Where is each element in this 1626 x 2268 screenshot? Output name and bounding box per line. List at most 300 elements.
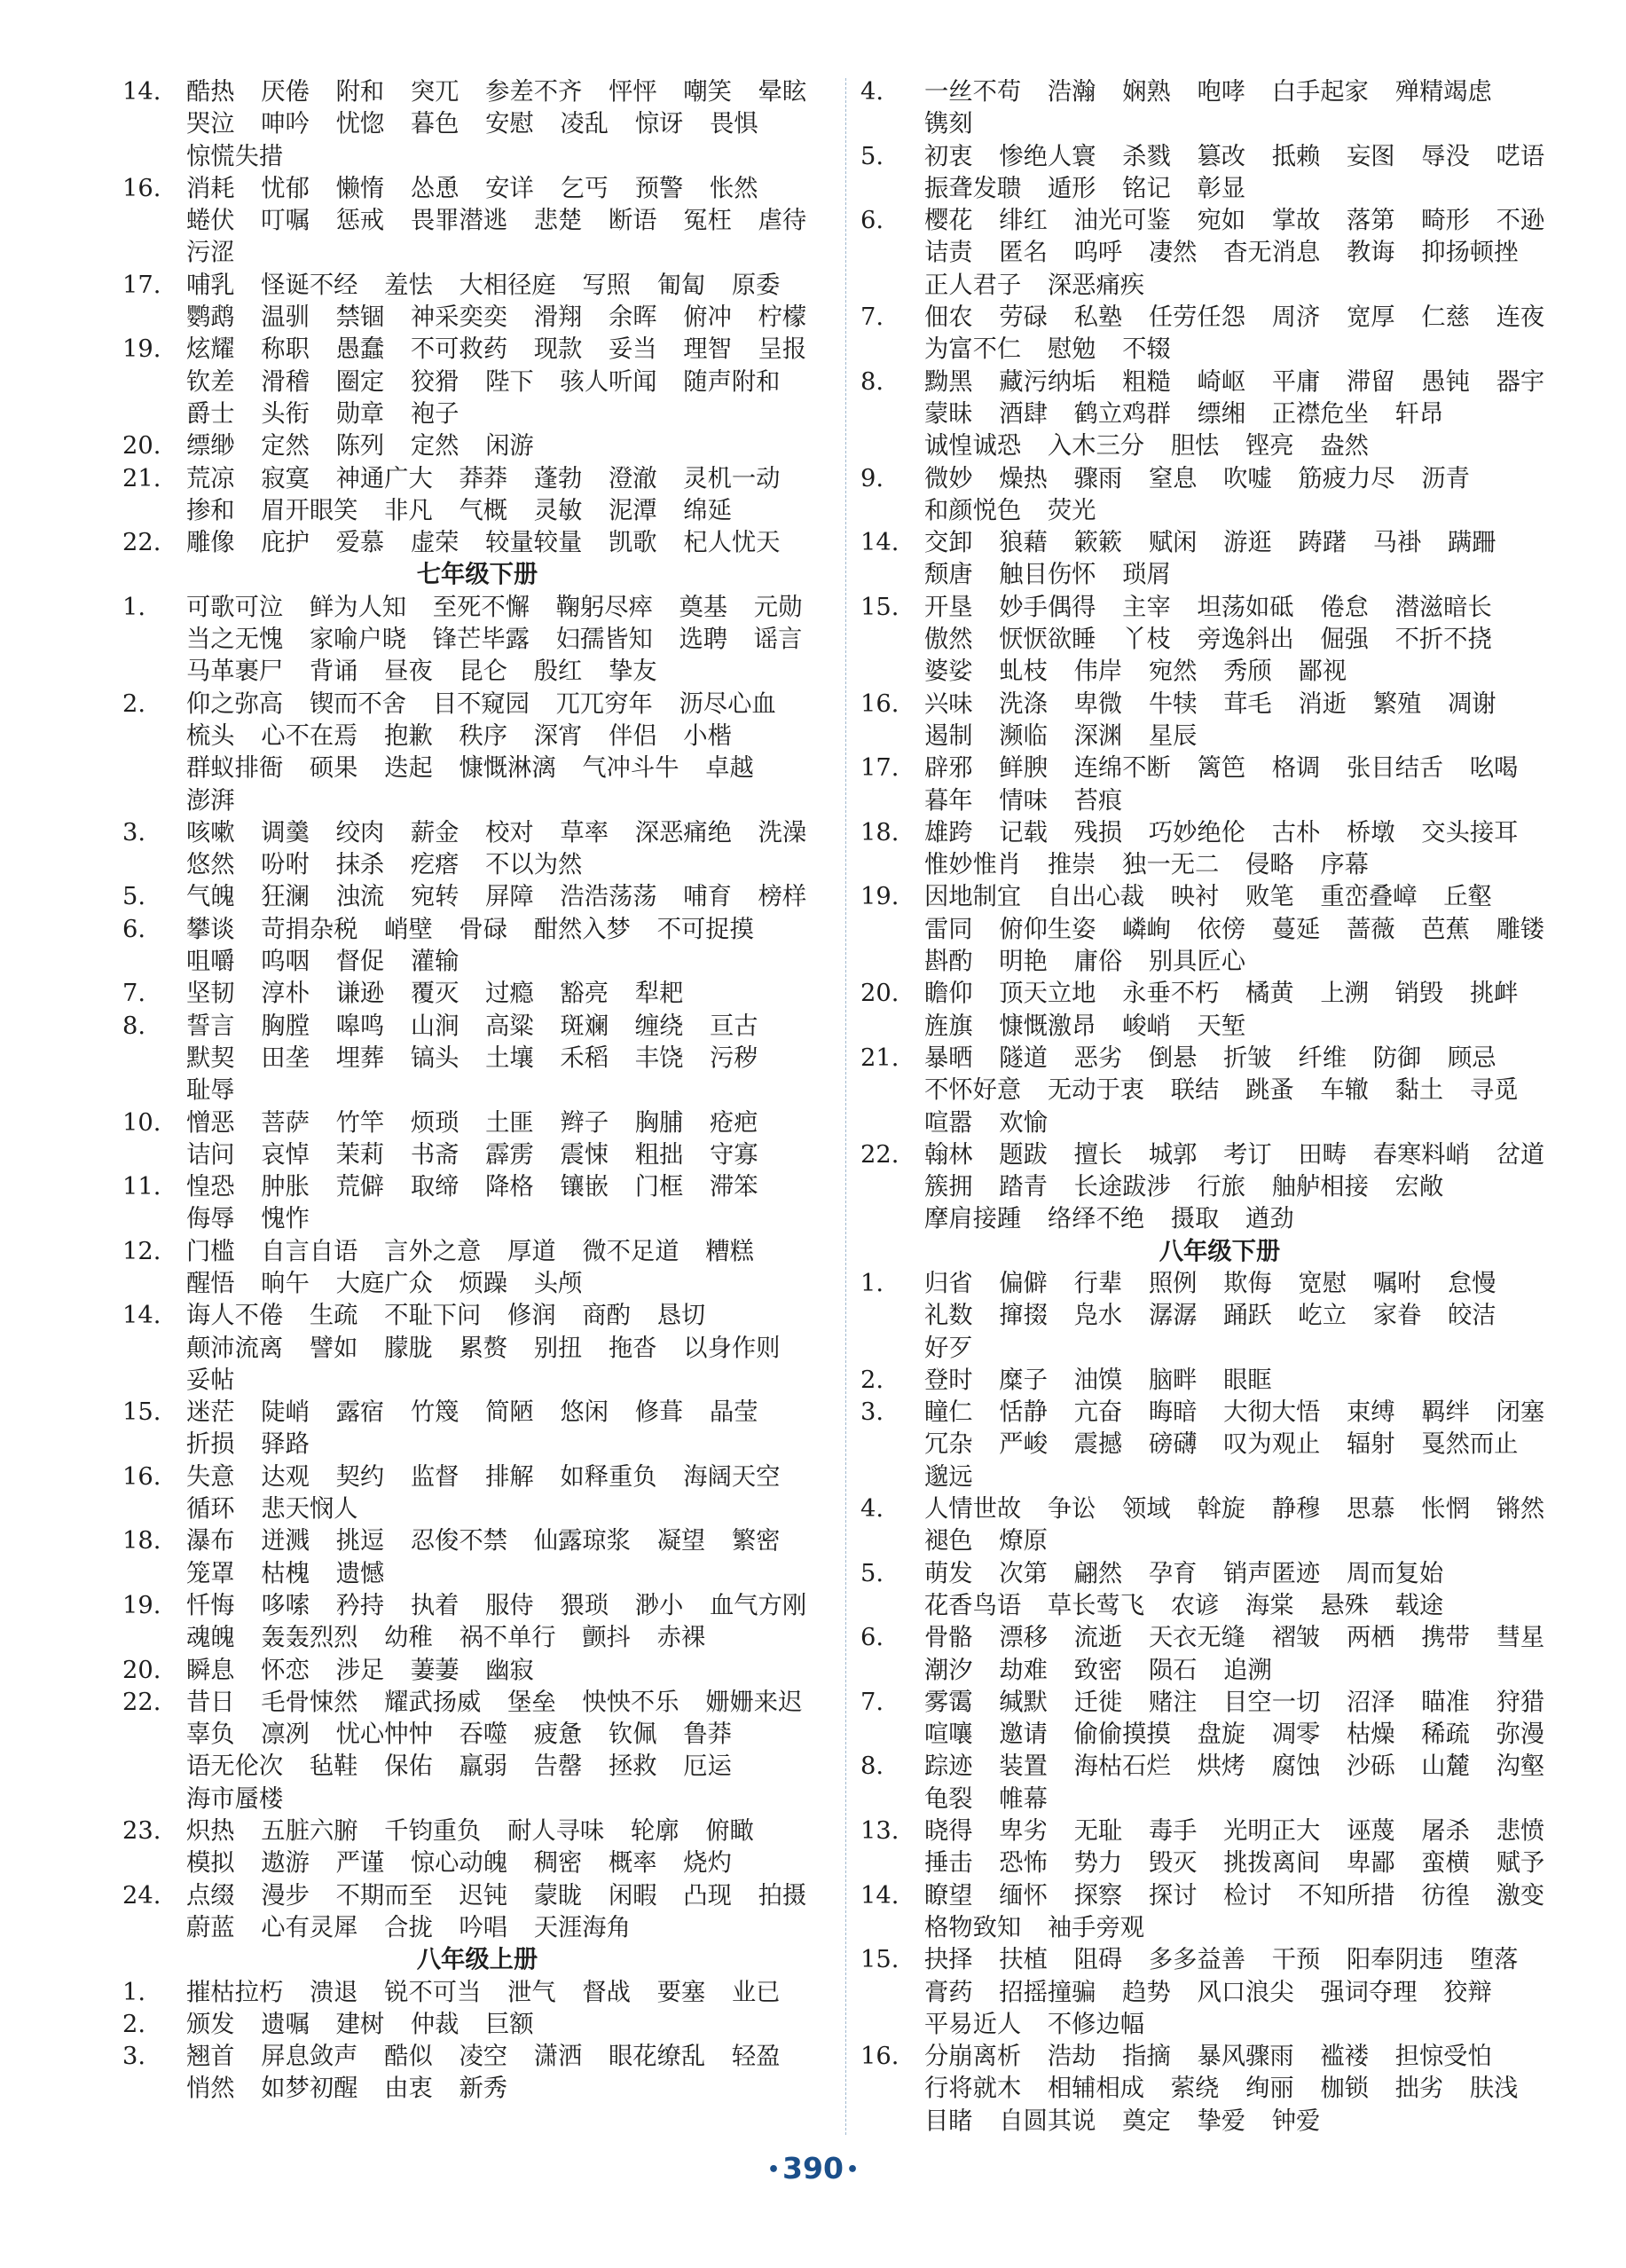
lesson-entry bbox=[122, 1011, 832, 1107]
vocab-word: 人情世故 bbox=[924, 1495, 1022, 1524]
vocab-word: 诲人不倦 bbox=[186, 1302, 284, 1330]
vocab-word: 浩浩荡荡 bbox=[560, 883, 657, 911]
vocab-word: 默契 bbox=[186, 1043, 235, 1072]
vocab-word: 羞怯 bbox=[384, 271, 433, 299]
vocab-word: 柠檬 bbox=[758, 303, 807, 332]
vocab-word: 膏药 bbox=[924, 1978, 973, 2006]
lesson-number: 22. bbox=[122, 1688, 161, 1716]
vocab-word: 叹为观止 bbox=[1223, 1430, 1321, 1459]
vocab-word: 顾忌 bbox=[1447, 1043, 1496, 1072]
vocab-word: 恹恹欲睡 bbox=[999, 626, 1096, 654]
vocab-word: 遏制 bbox=[924, 721, 973, 750]
vocab-word: 振聋发聩 bbox=[924, 174, 1022, 202]
vocab-word: 纤维 bbox=[1298, 1043, 1347, 1072]
vocab-word: 惊讶 bbox=[634, 110, 684, 138]
vocab-word: 和颜悦色 bbox=[924, 496, 1022, 524]
vocab-word: 蔷薇 bbox=[1347, 915, 1395, 943]
vocab-word: 磅礴 bbox=[1148, 1430, 1198, 1459]
vocab-word: 次第 bbox=[999, 1559, 1048, 1587]
vocab-word: 污涩 bbox=[186, 239, 235, 267]
vocab-word: 圈定 bbox=[335, 367, 385, 396]
vocab-word: 执着 bbox=[410, 1591, 460, 1619]
vocab-word: 榜样 bbox=[758, 883, 807, 911]
vocab-word: 舳舻相接 bbox=[1271, 1173, 1369, 1201]
vocab-word: 欢愉 bbox=[999, 1108, 1048, 1137]
vocab-word: 锲而不舍 bbox=[309, 689, 407, 718]
vocab-word: 腐蚀 bbox=[1271, 1752, 1321, 1781]
vocab-word: 行辈 bbox=[1073, 1269, 1123, 1297]
vocab-word: 触目伤怀 bbox=[999, 561, 1096, 589]
vocab-word: 附和 bbox=[335, 78, 385, 106]
vocab-word: 流逝 bbox=[1073, 1624, 1123, 1652]
vocab-word: 由衷 bbox=[384, 2075, 433, 2103]
vocab-word: 阻碍 bbox=[1073, 1946, 1123, 1974]
vocab-word: 羁绊 bbox=[1421, 1398, 1470, 1427]
vocab-word: 定然 bbox=[261, 432, 310, 461]
lesson-number: 19. bbox=[860, 883, 899, 911]
vocab-word: 侮辱 bbox=[186, 1205, 235, 1233]
vocab-word: 凋零 bbox=[1271, 1721, 1321, 1749]
vocab-word: 赋闲 bbox=[1148, 529, 1198, 557]
vocab-word: 怂恿 bbox=[410, 174, 460, 202]
vocab-word: 钦佩 bbox=[609, 1721, 657, 1749]
vocab-word: 炫耀 bbox=[186, 335, 235, 364]
vocab-word: 胸脯 bbox=[634, 1108, 684, 1137]
vocab-word: 譬如 bbox=[309, 1334, 358, 1362]
vocab-word: 肿胀 bbox=[261, 1173, 310, 1201]
vocab-word: 心不在焉 bbox=[261, 721, 358, 750]
vocab-word: 毒手 bbox=[1148, 1817, 1198, 1846]
vocab-word: 好歹 bbox=[924, 1334, 973, 1362]
vocab-word: 严峻 bbox=[999, 1430, 1048, 1459]
lesson-entry bbox=[860, 76, 1579, 141]
vocab-word: 绯红 bbox=[999, 207, 1048, 235]
lesson-entry bbox=[122, 334, 832, 430]
vocab-word: 陛下 bbox=[485, 367, 534, 396]
lesson-entry bbox=[860, 1558, 1579, 1623]
vocab-word: 繁密 bbox=[731, 1527, 781, 1555]
vocab-word: 缄默 bbox=[999, 1688, 1048, 1716]
vocab-word: 迟钝 bbox=[459, 1881, 508, 1910]
vocab-word: 吟唱 bbox=[459, 1913, 508, 1941]
vocab-word: 血气方刚 bbox=[709, 1591, 807, 1619]
vocab-word: 篡改 bbox=[1197, 142, 1246, 170]
vocab-word: 赤裸 bbox=[656, 1624, 706, 1652]
vocab-word: 凋谢 bbox=[1447, 689, 1496, 718]
vocab-word: 鹦鹉 bbox=[186, 303, 235, 332]
vocab-word: 恶劣 bbox=[1073, 1043, 1123, 1072]
vocab-word: 初衷 bbox=[924, 142, 973, 170]
vocab-word: 伟岸 bbox=[1073, 658, 1123, 686]
lesson-number: 5. bbox=[860, 1559, 884, 1587]
vocab-word: 小楷 bbox=[683, 721, 732, 750]
lesson-entry bbox=[122, 1687, 832, 1815]
vocab-word: 袖手旁观 bbox=[1047, 1913, 1145, 1941]
vocab-word: 监督 bbox=[410, 1462, 460, 1491]
vocab-word: 挑拨离间 bbox=[1223, 1849, 1321, 1878]
vocab-word: 悠然 bbox=[186, 851, 235, 879]
lesson-entry bbox=[860, 1268, 1579, 1365]
vocab-word: 跳蚤 bbox=[1245, 1076, 1294, 1105]
vocab-word: 彗星 bbox=[1496, 1624, 1545, 1652]
vocab-word: 狂澜 bbox=[261, 883, 310, 911]
vocab-word: 头衔 bbox=[261, 399, 310, 428]
vocab-word: 畸形 bbox=[1421, 207, 1470, 235]
vocab-word: 服侍 bbox=[485, 1591, 534, 1619]
vocab-word: 修润 bbox=[507, 1302, 556, 1330]
vocab-word: 褴褛 bbox=[1320, 2043, 1369, 2071]
vocab-word: 探察 bbox=[1073, 1881, 1123, 1910]
vocab-word: 袍子 bbox=[410, 399, 460, 428]
vocab-word: 辜负 bbox=[186, 1721, 235, 1749]
vocab-word: 摩肩接踵 bbox=[924, 1205, 1022, 1233]
vocab-word: 败笔 bbox=[1245, 883, 1294, 911]
vocab-word: 侵略 bbox=[1245, 851, 1294, 879]
vocab-word: 镌刻 bbox=[924, 110, 973, 138]
vocab-word: 燥热 bbox=[999, 464, 1048, 492]
lesson-number: 24. bbox=[122, 1881, 161, 1910]
lesson-entry bbox=[860, 302, 1579, 366]
vocab-word: 欺侮 bbox=[1223, 1269, 1272, 1297]
vocab-word: 五脏六腑 bbox=[261, 1817, 358, 1846]
lesson-number: 5. bbox=[860, 142, 884, 170]
vocab-word: 踌躇 bbox=[1298, 529, 1347, 557]
vocab-word: 写照 bbox=[582, 271, 631, 299]
vocab-word: 寂寞 bbox=[261, 464, 310, 492]
lesson-entry bbox=[122, 592, 832, 689]
vocab-word: 落第 bbox=[1347, 207, 1395, 235]
lesson-entry bbox=[122, 978, 832, 1010]
vocab-word: 萌发 bbox=[924, 1559, 973, 1587]
vocab-word: 势力 bbox=[1073, 1849, 1123, 1878]
vocab-word: 镐头 bbox=[410, 1043, 460, 1072]
lesson-number: 14. bbox=[122, 78, 161, 106]
vocab-word: 非凡 bbox=[384, 496, 433, 524]
vocab-word: 契约 bbox=[335, 1462, 385, 1491]
vocab-word: 抱歉 bbox=[384, 721, 433, 750]
lesson-number: 16. bbox=[122, 174, 161, 202]
vocab-word: 惨绝人寰 bbox=[999, 142, 1096, 170]
vocab-word: 惶恐 bbox=[186, 1173, 235, 1201]
vocab-word: 澄澈 bbox=[609, 464, 657, 492]
lesson-number: 3. bbox=[122, 2043, 146, 2071]
vocab-word: 伴侣 bbox=[609, 721, 657, 750]
vocab-word: 绞肉 bbox=[335, 818, 385, 847]
vocab-word: 深恶痛疾 bbox=[1047, 271, 1145, 299]
vocab-word: 灌输 bbox=[410, 948, 460, 976]
vocab-word: 拙劣 bbox=[1394, 2075, 1444, 2103]
vocab-word: 心有灵犀 bbox=[261, 1913, 358, 1941]
vocab-word: 归省 bbox=[924, 1269, 973, 1297]
vocab-word: 连夜 bbox=[1496, 303, 1545, 332]
vocab-word: 气魄 bbox=[186, 883, 235, 911]
vocab-word: 如梦初醒 bbox=[261, 2075, 358, 2103]
vocab-word: 称职 bbox=[261, 335, 310, 364]
vocab-word: 蓬勃 bbox=[533, 464, 583, 492]
vocab-word: 过瘾 bbox=[485, 980, 534, 1008]
vocab-word: 惊慌失措 bbox=[186, 142, 284, 170]
vocab-word: 憎恶 bbox=[186, 1108, 235, 1137]
vocab-word: 入木三分 bbox=[1047, 432, 1145, 461]
vocab-word: 书斋 bbox=[410, 1140, 460, 1169]
vocab-word: 褪色 bbox=[924, 1527, 973, 1555]
vocab-word: 门槛 bbox=[186, 1237, 235, 1265]
vocab-word: 灵机一动 bbox=[683, 464, 781, 492]
vocab-word: 殚精竭虑 bbox=[1394, 78, 1492, 106]
vocab-word: 绵延 bbox=[683, 496, 732, 524]
vocab-word: 暴风骤雨 bbox=[1197, 2043, 1294, 2071]
vocab-word: 无耻 bbox=[1073, 1817, 1123, 1846]
vocab-word: 冤枉 bbox=[683, 207, 732, 235]
vocab-word: 探讨 bbox=[1148, 1881, 1198, 1910]
vocab-word: 安详 bbox=[485, 174, 534, 202]
vocab-word: 褶皱 bbox=[1271, 1624, 1321, 1652]
lesson-number: 7. bbox=[860, 303, 884, 332]
vocab-word: 马褂 bbox=[1372, 529, 1422, 557]
vocab-word: 安慰 bbox=[485, 110, 534, 138]
lesson-entry bbox=[122, 2041, 832, 2106]
vocab-word: 盘旋 bbox=[1197, 1721, 1246, 1749]
vocab-word: 怀恋 bbox=[261, 1656, 310, 1684]
vocab-word: 帷幕 bbox=[999, 1784, 1048, 1813]
vocab-word: 校对 bbox=[485, 818, 534, 847]
lesson-number: 13. bbox=[860, 1817, 899, 1846]
vocab-word: 桥墩 bbox=[1347, 818, 1395, 847]
vocab-word: 晦暗 bbox=[1148, 1398, 1198, 1427]
vocab-word: 不可捉摸 bbox=[656, 915, 754, 943]
vocab-word: 遗憾 bbox=[335, 1559, 385, 1587]
vocab-word: 婆娑 bbox=[924, 658, 973, 686]
vocab-word: 菩萨 bbox=[261, 1108, 310, 1137]
vocab-word: 防御 bbox=[1372, 1043, 1422, 1072]
lesson-number: 16. bbox=[122, 1462, 161, 1491]
vocab-word: 眉开眼笑 bbox=[261, 496, 358, 524]
vocab-word: 古朴 bbox=[1271, 818, 1321, 847]
vocab-word: 挑衅 bbox=[1469, 980, 1519, 1008]
vocab-word: 降格 bbox=[485, 1173, 534, 1201]
vocab-word: 浩劫 bbox=[1047, 2043, 1096, 2071]
vocab-word: 酷似 bbox=[384, 2043, 433, 2071]
vocab-word: 格调 bbox=[1271, 754, 1321, 783]
vocab-word: 重峦叠嶂 bbox=[1320, 883, 1418, 911]
vocab-word: 悠闲 bbox=[560, 1398, 609, 1427]
vocab-word: 消逝 bbox=[1298, 689, 1347, 718]
vocab-word: 马革裹尸 bbox=[186, 658, 284, 686]
vocab-word: 邈远 bbox=[924, 1462, 973, 1491]
vocab-word: 背诵 bbox=[309, 658, 358, 686]
lesson-number: 15. bbox=[860, 1946, 899, 1974]
vocab-word: 束缚 bbox=[1347, 1398, 1395, 1427]
vocab-word: 商酌 bbox=[582, 1302, 631, 1330]
vocab-word: 冗杂 bbox=[924, 1430, 973, 1459]
vocab-word: 草长莺飞 bbox=[1047, 1591, 1145, 1619]
vocab-word: 瞄准 bbox=[1421, 1688, 1470, 1716]
lesson-number: 15. bbox=[122, 1398, 161, 1427]
vocab-word: 连绵不断 bbox=[1073, 754, 1171, 783]
lesson-entry bbox=[860, 881, 1579, 978]
lesson-number: 10. bbox=[122, 1108, 161, 1137]
vocab-word: 呜咽 bbox=[261, 948, 310, 976]
vocab-word: 正襟危坐 bbox=[1271, 399, 1369, 428]
vocab-word: 交卸 bbox=[924, 529, 973, 557]
vocab-word: 雕像 bbox=[186, 529, 235, 557]
vocab-word: 潮汐 bbox=[924, 1656, 973, 1684]
vocab-word: 悲楚 bbox=[533, 207, 583, 235]
vocab-word: 海市蜃楼 bbox=[186, 1784, 284, 1813]
vocab-word: 星辰 bbox=[1148, 721, 1198, 750]
vocab-word: 鲁莽 bbox=[683, 1721, 732, 1749]
vocab-word: 家眷 bbox=[1372, 1302, 1422, 1330]
vocab-word: 俯瞰 bbox=[705, 1817, 754, 1846]
lesson-entry bbox=[860, 592, 1579, 689]
vocab-word: 谦逊 bbox=[335, 980, 385, 1008]
vocab-word: 考订 bbox=[1223, 1140, 1272, 1169]
vocab-word: 勋章 bbox=[335, 399, 385, 428]
vocab-word: 矜持 bbox=[335, 1591, 385, 1619]
vocab-word: 私塾 bbox=[1073, 303, 1123, 332]
vocab-word: 污秽 bbox=[709, 1043, 758, 1072]
vocab-word: 竹篾 bbox=[410, 1398, 460, 1427]
vocab-word: 厚道 bbox=[507, 1237, 556, 1265]
vocab-word: 吹嘘 bbox=[1223, 464, 1272, 492]
vocab-word: 缥缈 bbox=[186, 432, 235, 461]
vocab-word: 宛如 bbox=[1197, 207, 1246, 235]
vocab-word: 农谚 bbox=[1170, 1591, 1220, 1619]
lesson-number: 5. bbox=[122, 883, 146, 911]
vocab-word: 兀兀穷年 bbox=[555, 689, 653, 718]
vocab-word: 行旅 bbox=[1197, 1173, 1246, 1201]
vocab-word: 潜滋暗长 bbox=[1394, 593, 1492, 621]
vocab-word: 上溯 bbox=[1320, 980, 1369, 1008]
vocab-word: 因地制宜 bbox=[924, 883, 1022, 911]
lesson-entry bbox=[860, 752, 1579, 817]
vocab-word: 挚爱 bbox=[1197, 2107, 1246, 2135]
vocab-word: 耀武扬威 bbox=[384, 1688, 482, 1716]
vocab-word: 埋葬 bbox=[335, 1043, 385, 1072]
vocab-word: 诚惶诚恐 bbox=[924, 432, 1022, 461]
vocab-word: 多多益善 bbox=[1148, 1946, 1246, 1974]
vocab-word: 开垦 bbox=[924, 593, 973, 621]
vocab-word: 凝望 bbox=[656, 1527, 706, 1555]
vocab-word: 遨游 bbox=[261, 1849, 310, 1878]
vocab-word: 覆灭 bbox=[410, 980, 460, 1008]
vocab-word: 鹤立鸡群 bbox=[1073, 399, 1171, 428]
lesson-number: 20. bbox=[122, 432, 161, 461]
vocab-word: 踊跃 bbox=[1223, 1302, 1272, 1330]
vocab-word: 糜子 bbox=[999, 1366, 1048, 1394]
vocab-word: 招摇撞骗 bbox=[999, 1978, 1096, 2006]
vocab-word: 气冲斗牛 bbox=[582, 754, 679, 783]
vocab-word: 鲜为人知 bbox=[309, 593, 407, 621]
lesson-number: 20. bbox=[122, 1656, 161, 1684]
vocab-word: 颠沛流离 bbox=[186, 1334, 284, 1362]
lesson-number: 17. bbox=[122, 271, 161, 299]
vocab-word: 妙手偶得 bbox=[999, 593, 1096, 621]
vocab-word: 屏障 bbox=[485, 883, 534, 911]
vocab-word: 旌旗 bbox=[924, 1012, 973, 1040]
vocab-word: 黏土 bbox=[1394, 1076, 1444, 1105]
vocab-word: 遒劲 bbox=[1245, 1205, 1294, 1233]
vocab-word: 游逛 bbox=[1223, 529, 1272, 557]
lesson-entry bbox=[122, 1461, 832, 1526]
vocab-word: 达观 bbox=[261, 1462, 310, 1491]
vocab-word: 目睹 bbox=[924, 2107, 973, 2135]
lesson-entry bbox=[122, 1880, 832, 1945]
page-number-value: 390 bbox=[782, 2151, 844, 2185]
vocab-word: 呜呼 bbox=[1073, 239, 1123, 267]
vocab-word: 滑翔 bbox=[533, 303, 583, 332]
vocab-word: 卑劣 bbox=[999, 1817, 1048, 1846]
vocab-word: 映衬 bbox=[1170, 883, 1220, 911]
vocab-word: 杳无消息 bbox=[1223, 239, 1321, 267]
vocab-word: 温驯 bbox=[261, 303, 310, 332]
lesson-number: 18. bbox=[122, 1527, 161, 1555]
vocab-word: 沥青 bbox=[1421, 464, 1470, 492]
vocab-word: 大彻大悟 bbox=[1223, 1398, 1321, 1427]
vocab-word: 宽厚 bbox=[1347, 303, 1395, 332]
vocab-word: 淳朴 bbox=[261, 980, 310, 1008]
vocab-word: 骇人听闻 bbox=[560, 367, 657, 396]
vocab-word: 硕果 bbox=[309, 754, 358, 783]
lesson-number: 3. bbox=[860, 1398, 884, 1427]
vocab-word: 虚荣 bbox=[410, 529, 460, 557]
vocab-word: 撺掇 bbox=[999, 1302, 1048, 1330]
lesson-number: 7. bbox=[860, 1688, 884, 1716]
lesson-number: 6. bbox=[860, 1624, 884, 1652]
lesson-entry bbox=[860, 1622, 1579, 1687]
lesson-number: 16. bbox=[860, 2043, 899, 2071]
lesson-entry bbox=[860, 1815, 1579, 1880]
vocab-word: 家喻户晓 bbox=[309, 626, 407, 654]
vocab-word: 眼眶 bbox=[1223, 1366, 1272, 1394]
vocab-word: 雷同 bbox=[924, 915, 973, 943]
lesson-entry bbox=[860, 817, 1579, 882]
vocab-word: 粗拙 bbox=[634, 1140, 684, 1169]
vocab-word: 恬静 bbox=[999, 1398, 1048, 1427]
vocab-word: 怏怏不乐 bbox=[582, 1688, 679, 1716]
vocab-word: 别具匠心 bbox=[1148, 948, 1246, 976]
vocab-word: 翩然 bbox=[1073, 1559, 1123, 1587]
lesson-entry bbox=[122, 173, 832, 270]
vocab-word: 哀悼 bbox=[261, 1140, 310, 1169]
vocab-word: 虬枝 bbox=[999, 658, 1048, 686]
lesson-number: 14. bbox=[860, 529, 899, 557]
vocab-word: 肤浅 bbox=[1469, 2075, 1519, 2103]
vocab-word: 辟邪 bbox=[924, 754, 973, 783]
vocab-word: 朦胧 bbox=[384, 1334, 433, 1362]
vocab-word: 俯仰生姿 bbox=[999, 915, 1096, 943]
vocab-word: 凌乱 bbox=[560, 110, 609, 138]
vocab-word: 要塞 bbox=[656, 1978, 706, 2006]
vocab-word: 暮年 bbox=[924, 786, 973, 815]
vocab-word: 震悚 bbox=[560, 1140, 609, 1169]
vocab-word: 丰饶 bbox=[634, 1043, 684, 1072]
vocab-word: 诬蔑 bbox=[1347, 1817, 1395, 1846]
vocab-word: 隧道 bbox=[999, 1043, 1048, 1072]
lesson-entry bbox=[860, 1365, 1579, 1397]
vocab-word: 钟爱 bbox=[1271, 2107, 1321, 2135]
vocab-word: 卑鄙 bbox=[1347, 1849, 1395, 1878]
vocab-word: 销声匿迹 bbox=[1223, 1559, 1321, 1587]
vocab-word: 忧惚 bbox=[335, 110, 385, 138]
vocab-word: 不修边幅 bbox=[1047, 2010, 1145, 2038]
vocab-word: 主宰 bbox=[1122, 593, 1171, 621]
vocab-word: 毁灭 bbox=[1148, 1849, 1198, 1878]
vocab-word: 厌倦 bbox=[261, 78, 310, 106]
lesson-number: 6. bbox=[860, 207, 884, 235]
lesson-entry bbox=[122, 1815, 832, 1880]
vocab-word: 遁形 bbox=[1047, 174, 1096, 202]
